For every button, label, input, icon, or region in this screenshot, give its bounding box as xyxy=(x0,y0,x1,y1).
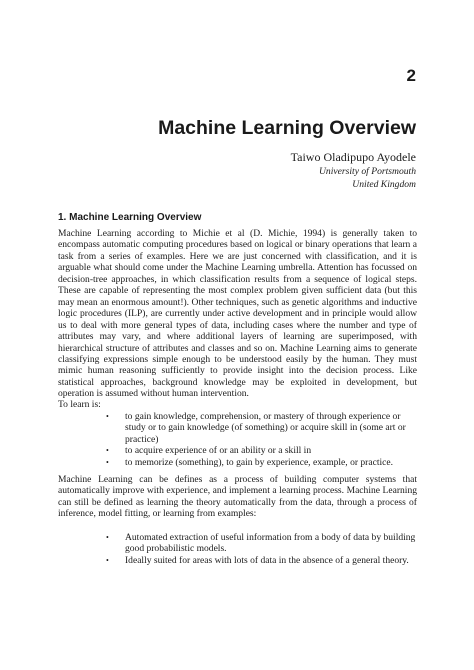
list-item xyxy=(106,457,417,468)
list-item xyxy=(106,445,417,456)
list-item xyxy=(106,411,417,445)
learn-label: To learn is: xyxy=(58,399,101,410)
chapter-number: 2 xyxy=(406,66,416,85)
bullet-icon: • xyxy=(106,555,109,565)
author-name: Taiwo Oladipupo Ayodele xyxy=(290,150,416,164)
list-item xyxy=(106,532,417,555)
bullet-icon: • xyxy=(106,446,109,456)
chapter-title: Machine Learning Overview xyxy=(158,117,416,139)
list-item-text: Automated extraction of useful information from a body of data by building good probabilistic models. xyxy=(125,532,416,555)
list-item-text: to acquire experience of or an ability or a skill in xyxy=(125,445,312,457)
list-item-text: Ideally suited for areas with lots of data in the absence of a general theory. xyxy=(125,554,409,566)
intro-paragraph: Machine Learning according to Michie et al (D. Michie, 1994) is generally taken to encompass automatic computing procedures based on logical or binary operations that learn a task from a series of examples. Here we are just concerned with classification, and it is arguable what should come under the Machine Learning umbrella. Attention has focussed on decision-tree approaches, in which classification results from a sequence of logical steps. These are capable of representing the most complex problem given sufficient data (but this may mean an enormous amount!). Other techniques, such as genetic algorithms and inductive logic procedures (ILP), are currently under active development and in principle would allow us to deal with more general types of data, including cases where the number and type of attributes may vary, and where additional layers of learning are superimposed, with hierarchical structure of attributes and classes and so on. Machine Learning aims to generate classifying expressions simple enough to be understood easily by the human. They must mimic human reasoning sufficiently to provide insight into the decision process. Like statistical approaches, background knowledge may be exploited in development, but operation is assumed without human intervention. xyxy=(58,228,417,400)
bullet-icon: • xyxy=(106,533,109,542)
author-university: University of Portsmouth xyxy=(319,166,416,177)
bullet-icon: • xyxy=(106,412,109,421)
definition-paragraph: Machine Learning can be defines as a process of building computer systems that automatically improve with experience, and implement a learning process. Machine Learning can still be defined as learning the theory automatically from the data, through a process of inference, model fitting, or learning from examples: xyxy=(58,474,417,520)
list-item-text: to gain knowledge, comprehension, or mastery of through experience or study or to gain knowledge (of something) or acquire skill in (some art or practice) xyxy=(125,411,406,445)
list-item xyxy=(106,555,417,566)
learn-definition-list xyxy=(106,411,417,468)
list-item-text: to memorize (something), to gain by experience, example, or practice. xyxy=(125,456,394,468)
example-list xyxy=(106,532,417,566)
section-heading: 1. Machine Learning Overview xyxy=(58,212,202,223)
author-block xyxy=(291,150,416,191)
bullet-icon: • xyxy=(106,457,109,467)
author-country: United Kingdom xyxy=(352,179,416,190)
